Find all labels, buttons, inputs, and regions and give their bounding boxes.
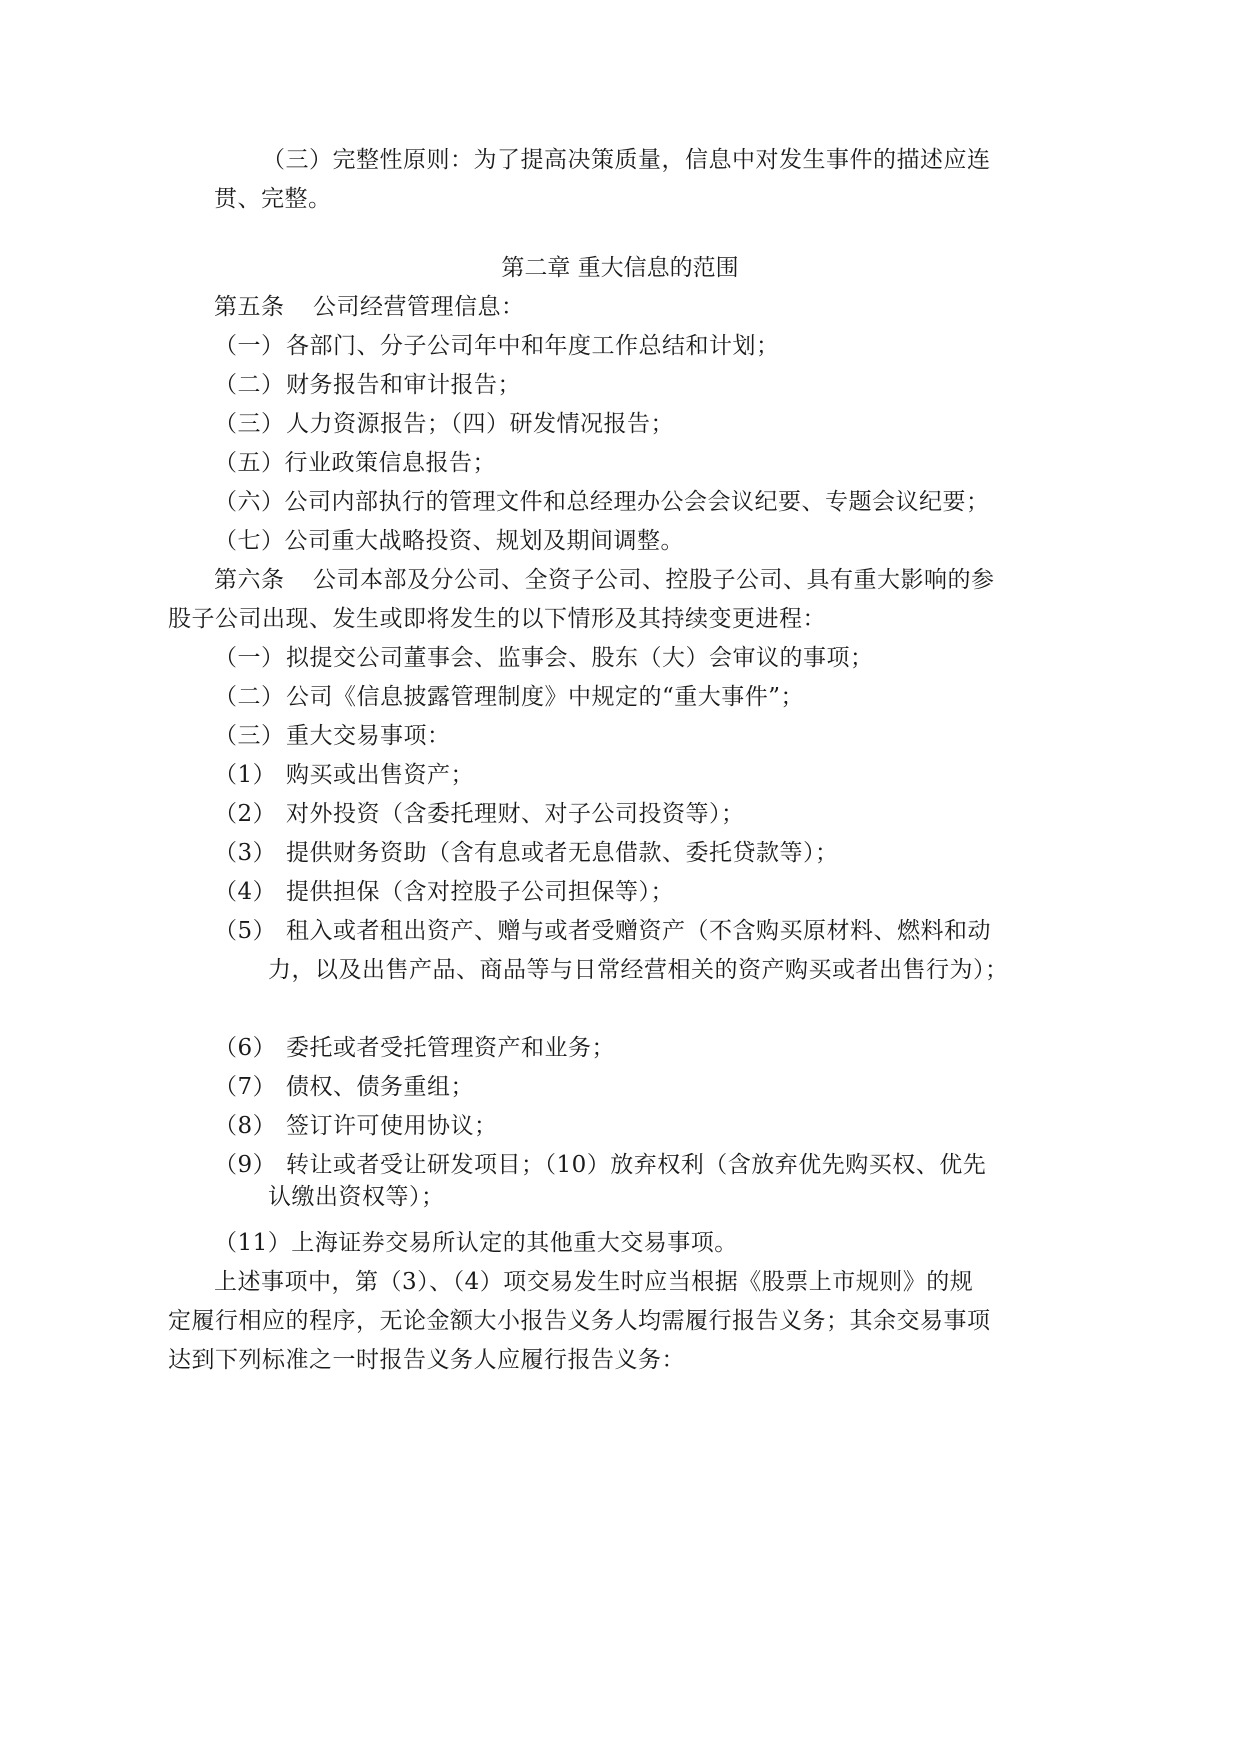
article5-item-text: 人力资源报告；（四）研发情况报告；: [286, 411, 674, 437]
sub-item-num: （2）: [214, 801, 277, 827]
sub-item-num: （3）: [214, 840, 277, 866]
sub-item-text: 债权、债务重组；: [286, 1074, 474, 1100]
sub-item-num: （7）: [214, 1074, 277, 1100]
article5-item-text: 各部门、分子公司年中和年度工作总结和计划；: [286, 333, 780, 359]
article6-label: 第六条: [214, 567, 285, 593]
intro-line-2: 贯、完整。: [214, 186, 332, 212]
sub-item-text: 租入或者租出资产、赠与或者受赠资产（不含购买原材料、燃料和动: [286, 918, 991, 944]
article5-text: 公司经营管理信息：: [313, 294, 525, 320]
article5-label: 第五条: [214, 294, 285, 320]
sub-item-num: （9）: [214, 1152, 277, 1178]
article5-item-num: （二）: [214, 372, 285, 398]
sub-item-text: 委托或者受托管理资产和业务；: [286, 1035, 615, 1061]
sub-item-text: （11）上海证券交易所认定的其他重大交易事项。: [214, 1230, 738, 1256]
sub-item-num: （8）: [214, 1113, 277, 1139]
closing-line-3: 达到下列标准之一时报告义务人应履行报告义务：: [168, 1347, 685, 1373]
sub-item-continuation: 认缴出资权等）；: [268, 1184, 445, 1210]
sub-item-text: 签订许可使用协议；: [286, 1113, 498, 1139]
article6-item-text: 重大交易事项：: [286, 723, 451, 749]
article6-item-text: 拟提交公司董事会、监事会、股东（大）会审议的事项；: [286, 645, 874, 671]
chapter-title: 第二章 重大信息的范围: [501, 255, 739, 281]
sub-item-text: 转让或者受让研发项目；（10）放弃权利（含放弃优先购买权、优先: [286, 1152, 987, 1178]
article5-item-text: （五）行业政策信息报告；: [214, 450, 496, 476]
article6-item-num: （二）: [214, 684, 285, 710]
intro-line-1: （三）完整性原则：为了提高决策质量，信息中对发生事件的描述应连: [262, 147, 991, 173]
sub-item-text: 对外投资（含委托理财、对子公司投资等）；: [286, 801, 745, 827]
article5-item-text: 财务报告和审计报告；: [286, 372, 521, 398]
sub-item-text: 购买或出售资产；: [286, 762, 474, 788]
article5-item-num: （三）: [214, 411, 285, 437]
sub-item-continuation: 力，以及出售产品、商品等与日常经营相关的资产购买或者出售行为）；: [268, 957, 1009, 983]
sub-item-text: 提供财务资助（含有息或者无息借款、委托贷款等）；: [286, 840, 839, 866]
article6-item-num: （一）: [214, 645, 285, 671]
article6-item-text: 公司《信息披露管理制度》中规定的“重大事件”；: [286, 684, 805, 710]
article6-item-num: （三）: [214, 723, 285, 749]
sub-item-num: （4）: [214, 879, 277, 905]
sub-item-num: （5）: [214, 918, 277, 944]
article6-line-1: 公司本部及分公司、全资子公司、控股子公司、具有重大影响的参: [313, 567, 995, 593]
article5-item-text: （六）公司内部执行的管理文件和总经理办公会会议纪要、专题会议纪要；: [214, 489, 990, 515]
article6-line-2: 股子公司出现、发生或即将发生的以下情形及其持续变更进程：: [168, 606, 826, 632]
article5-item-text: （七）公司重大战略投资、规划及期间调整。: [214, 528, 684, 554]
sub-item-num: （6）: [214, 1035, 277, 1061]
sub-item-num: （1）: [214, 762, 277, 788]
closing-line-2: 定履行相应的程序，无论金额大小报告义务人均需履行报告义务；其余交易事项: [168, 1308, 991, 1334]
article5-item-num: （一）: [214, 333, 285, 359]
closing-line-1: 上述事项中，第（3）、（4）项交易发生时应当根据《股票上市规则》的规: [214, 1269, 974, 1295]
sub-item-text: 提供担保（含对控股子公司担保等）；: [286, 879, 674, 905]
